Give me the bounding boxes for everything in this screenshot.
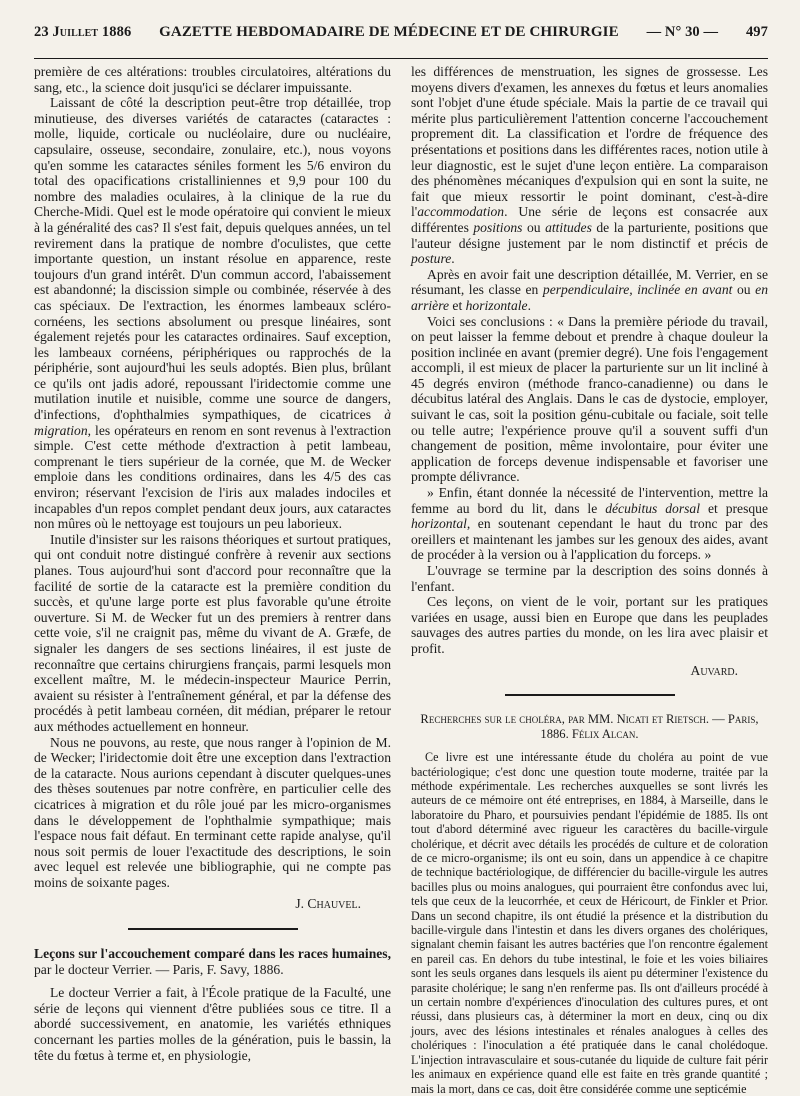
section-divider xyxy=(128,928,298,930)
left-column xyxy=(34,64,391,1079)
right-review-body xyxy=(411,750,768,1096)
right-paragraph-2: Après en avoir fait une description détaillée, M. Verrier, en se résumant, les classe en perpendiculaire, inclinée en avant ou en arrière et horizontale. xyxy=(411,266,768,313)
left-paragraph-2: Laissant de côté la description peut-être trop détaillée, trop minutieuse, des diverses variétés de cataractes (cataractes : molle, liquide, corticale ou nucléolaire, dure ou nucléaire, capsulaire, osseuse, secondaire, zonulaire, etc.), nous voyons qu'en somme les cataractes séniles forment les 5/6 environ du total des opacifications cristalliniennes et 9,9 pour 100 du nombre des maladies oculaires, à la clinique de la rue du Cherche-Midi. Quel est le mode opératoire qui convient le mieux à la généralité des cas? Il s'est fait, depuis quelques années, un tel revirement dans la pratique de nombre d'oculistes, que cette importante question, un instant résolue en apparence, reste toujours d'un grand intérêt. D'un commun accord, l'abaissement est abandonné; la discission simple ou combinée, réservée à des cas spéciaux. De l'extraction, les énormes lambeaux scléro-cornéens, les sections absolument ou presque linéaires, sont également rejetés pour les cataractes ordinaires. Sauf exception, les lambeaux cornéens, périphériques ou rapprochés de la périphérie, sont aujourd'hui les seuls adoptés. Bien plus, brûlant ce qu'ils ont jadis adoré, repoussant l'iridectomie comme une mutilation inutile et nuisible, comme une source de dangers, d'infections, d'ophthalmies sympathiques, de cicatrices à migration, les opérateurs en renom en sont revenus à l'extraction simple. C'est cette méthode d'extraction à petit lambeau, comprenant le tiers supérieur de la cornée, que M. de Wecker emploie dans les conditions ordinaires, dans les 4/5 des cas environ; réservant l'excision de l'iris aux malades indociles et incapables d'un repos complet pendant deux jours, aux cataractes non mûres où le nettoyage est toujours un peu laborieux. xyxy=(34,95,392,532)
left-paragraph-1: première de ces altérations: troubles circulatoires, altérations du sang, etc., la science doit jusqu'ici se déclarer impuissante. xyxy=(34,64,391,95)
header-journal-title: GAZETTE HEBDOMADAIRE DE MÉDECINE ET DE CHIRURGIE xyxy=(159,23,619,40)
right-paragraph-1: les différences de menstruation, les signes de grossesse. Les moyens divers d'examen, les annexes du fœtus et leurs anomalies sont l'objet d'une étude spéciale. Mais la partie de ce travail qui mérite plus particulièrement l'attention concerne l'accouchement proprement dit. La classification et l'ordre de fréquence des présentations et positions dans les différentes races, notion utile à leur diagnostic, est le sujet d'une leçon entière. La comparaison des phénomènes mécaniques d'expulsion qui en sont la suite, ne fait que mieux ressortir le point dominant, c'est-à-dire l'accommodation. Une série de leçons est consacrée aux différentes positions ou attitudes de la parturiente, positions que l'auteur désigne justement par le nom distinctif et précis de posture. xyxy=(411,64,768,267)
left-review-heading: Leçons sur l'accouchement comparé dans les races humaines, par le docteur Verrier. — Paris, F. Savy, 1886. xyxy=(34,946,391,977)
page-header xyxy=(34,6,768,59)
header-issue-number: — N° 30 — xyxy=(646,23,719,40)
right-paragraph-3: Voici ses conclusions : « Dans la première période du travail, on peut laisser la femme debout et prendre à chaque douleur la position inclinée en avant (premier degré). Une fois l'engagement accompli, il est mieux de placer la parturiente sur un lit incliné à 45 degrés environ (méthode franco-canadienne) ou dans le décubitus latéral des Anglais. Dans le cas de dystocie, employer, suivant le cas, soit la position génu-cubitale ou faciale, soit telle ou telle autre; l'expérience prouve qu'il a souvent suffi d'un changement de position, même involontaire, pour éviter une application de forceps devenue indispensable et favoriser une prompte délivrance. xyxy=(411,313,768,485)
right-signature: Auvard. xyxy=(690,662,738,678)
section-divider-right xyxy=(505,694,675,696)
right-paragraph-7: Ce livre est une intéressante étude du choléra au point de vue bactériologique; c'est donc une question toute moderne, traitée par la méthode expérimentale. Les recherches auxquelles se sont livrés les auteurs de ce mémoire ont été entreprises, en 1884, à Marseille, dans le laboratoire du Pharo, et poursuivies pendant l'épidémie de 1885. Ils ont tout d'abord déterminé avec rigueur les caractères du bacille-virgule cholérique, et décrit avec détails les procédés de culture et de coloration de ce micro-organisme; ils ont eu soin, dans un appendice à ce chapitre de technique bactériologique, de différencier du bacille-virgule les autres bacilles plus ou moins analogues, qui pourraient être confondus avec lui, tels que ceux de la leucorrhée, et ceux de Héricourt, de Finkler et Prior. Dans un second chapitre, ils ont étudié la présence et la distribution du bacille-virgule dans l'intestin et dans les divers organes des cholériques, signalant chemin faisant les autres bactéries que l'on rencontre également en pareil cas. En dehors du tube intestinal, le foie et les voies biliaires sont les seuls organes dans lesquels ils aient pu déterminer l'existence du parasite cholérique; le sang n'en renferme pas. Ils ont d'ailleurs procédé à un certain nombre d'expériences d'inoculation des cultures pures, et ont réussi, dans plusieurs cas, à déterminer la mort en deux, cinq ou dix jours, avec des lésions intestinales et rénales analogues à celles des cholériques : l'inoculation a été pratiquée dans le canal cholédoque. L'injection intravasculaire et sous-cutanée du liquide de culture fait périr les animaux en expérience quand elle est faite en très grande quantité ; mais la mort, dans ce cas, doit être considérée comme une septicémie xyxy=(411,750,768,1096)
left-signature: J. Chauvel. xyxy=(295,896,361,912)
text-columns xyxy=(34,64,768,1096)
header-date: 23 Juillet 1886 xyxy=(34,23,132,40)
left-paragraph-5: Le docteur Verrier a fait, à l'École pratique de la Faculté, une série de leçons qui viennent d'être publiées sous ce titre. Il a abordé successivement, en anatomie, les variétés ethniques concernant les parties molles de la génération, puis le bassin, la tête du fœtus à terme et, en physiologie, xyxy=(34,985,391,1063)
right-column xyxy=(411,64,768,1096)
header-page-number: 497 xyxy=(745,23,768,40)
right-review-heading: Recherches sur le choléra, par MM. Nicati et Rietsch. — Paris, 1886. Félix Alcan. xyxy=(420,712,759,742)
right-paragraph-4: » Enfin, étant donnée la nécessité de l'intervention, mettre la femme au bord du lit, dans le décubitus dorsal et presque horizontal, en soutenant cependant le haut du tronc par des oreillers et maintenant les jambes sur les genoux des aides, avant de procéder à la version ou à l'application du forceps. » xyxy=(411,485,768,563)
right-paragraph-5: L'ouvrage se termine par la description des soins donnés à l'enfant. xyxy=(411,563,768,594)
right-paragraph-6: Ces leçons, on vient de le voir, portant sur les pratiques variées en usage, aussi bien en Europe que dans les peuplades sauvages des autres parties du monde, on les lira avec plaisir et profit. xyxy=(411,594,768,656)
left-paragraph-3: Inutile d'insister sur les raisons théoriques et surtout pratiques, qui ont conduit notre distingué confrère à revenir aux sections planes. Tous aujourd'hui sont d'accord pour reconnaître que la facilité de sortie de la cataracte est la première condition du succès, et qu'une large porte est plus favorable qu'une étroite ouverture. Si M. de Wecker fut un des premiers à rentrer dans cette voie, s'il ne craignit pas, même du vivant de A. Græfe, de signaler les dangers de ses sections linéaires, il est juste de reconnaître que certains chirurgiens français, parmi lesquels mon excellent maître, M. le médecin-inspecteur Maurice Perrin, avaient su résister à l'entraînement général, et par la défense des procédés à petit lambeau cornéen, dit médian, préparer le retour aux méthodes actuellement en honneur. xyxy=(34,531,391,734)
left-paragraph-4: Nous ne pouvons, au reste, que nous ranger à l'opinion de M. de Wecker; l'iridectomie doit être une exception dans l'extraction de la cataracte. Nous aurions cependant à discuter quelques-unes des thèses soutenues par notre confrère, en particulier celle des cicatrices à migration et du rôle joué par les micro-organismes dans le développement de l'ophthalmie sympathique; mais l'espace nous fait défaut. En terminant cette rapide analyse, qu'il nous soit permis de louer l'exactitude des descriptions, le soin avec lequel est relevée une bibliographie, qui ne compte pas moins de soixante pages. xyxy=(34,734,391,890)
